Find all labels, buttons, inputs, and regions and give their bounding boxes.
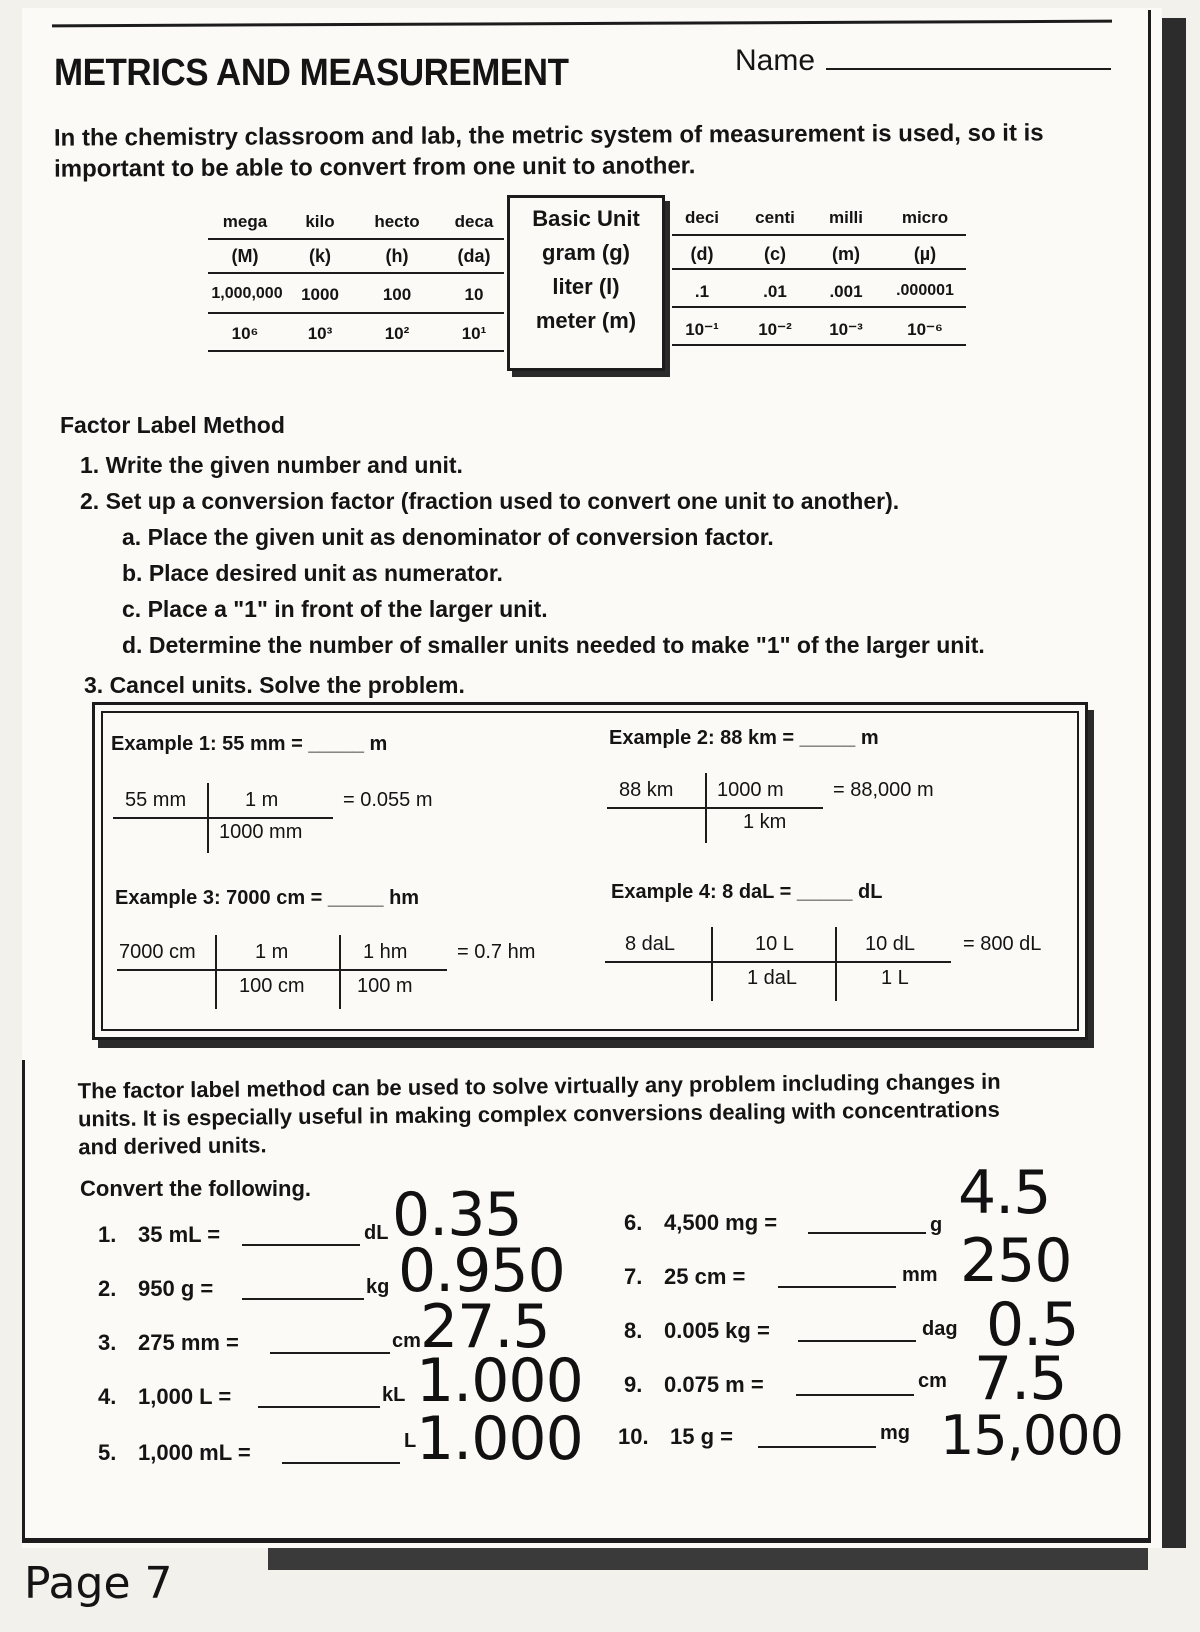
problem-number: 8. — [624, 1318, 643, 1343]
prefix-symbol: (c) — [764, 244, 786, 264]
ex3-denominator-1: 100 cm — [239, 975, 305, 997]
intro-line-2: important to be able to convert from one unit to another. — [54, 152, 696, 183]
prefix-value: 10 — [464, 285, 484, 304]
problem-question: 25 cm = — [664, 1264, 746, 1289]
prefix-symbol: (k) — [309, 246, 331, 266]
prefix-name: mega — [222, 212, 268, 231]
name-field-line[interactable] — [826, 68, 1111, 70]
prefix-power: 10² — [384, 324, 410, 343]
handwritten-answer: 0.950 — [398, 1236, 565, 1306]
problem-question: 4,500 mg = — [664, 1210, 778, 1235]
problem-question: 275 mm = — [138, 1330, 239, 1355]
prefix-name: deca — [454, 212, 494, 231]
ex4-fraction-bar — [605, 961, 951, 963]
basic-unit-gram: gram (g) — [542, 240, 630, 265]
paragraph-line-1: The factor label method can be used to solve virtually any problem including changes in — [77, 1068, 1001, 1104]
ex3-numerator-2: 1 hm — [363, 941, 408, 963]
worksheet-title: METRICS AND MEASUREMENT — [54, 52, 569, 94]
examples-box — [92, 702, 1088, 1040]
ex4-numerator-1: 10 L — [755, 933, 794, 955]
handwritten-answer: 15,000 — [940, 1404, 1123, 1467]
answer-blank[interactable] — [270, 1352, 390, 1354]
ex2-given: 88 km — [619, 779, 674, 801]
prefix-name: deci — [684, 208, 720, 227]
table-rule — [672, 268, 966, 270]
problem-question: 1,000 L = — [138, 1384, 232, 1409]
problem-question: 35 mL = — [138, 1222, 221, 1247]
answer-blank[interactable] — [796, 1394, 914, 1396]
prefix-power: 10⁻⁶ — [907, 320, 943, 339]
ex2-numerator: 1000 m — [717, 779, 784, 801]
prefix-symbol: (d) — [690, 244, 714, 264]
table-rule — [672, 306, 966, 308]
basic-unit-box — [507, 195, 665, 371]
ex2-denominator: 1 km — [743, 811, 787, 833]
handwritten-answer: 7.5 — [974, 1344, 1067, 1414]
problem-unit: kg — [366, 1276, 390, 1298]
table-rule — [208, 238, 504, 240]
problem-number: 2. — [98, 1276, 117, 1301]
ex2-divider — [705, 773, 707, 843]
handwritten-answer: 0.35 — [392, 1180, 522, 1250]
example-3-label: Example 3: 7000 cm = _____ hm — [115, 887, 420, 909]
intro-line-1: In the chemistry classroom and lab, the metric system of measurement is used, so it is — [53, 119, 1044, 152]
problem-unit: kL — [382, 1384, 406, 1406]
ex3-divider-2 — [339, 935, 341, 1009]
ex4-numerator-2: 10 dL — [865, 933, 916, 955]
prefix-name: micro — [901, 208, 949, 227]
problem-question: 1,000 mL = — [138, 1440, 251, 1465]
prefix-symbol: (da) — [457, 246, 491, 266]
step-2c: c. Place a "1" in front of the larger unit. — [122, 596, 548, 622]
problem-unit: cm — [918, 1370, 947, 1392]
problem-question: 950 g = — [138, 1276, 214, 1301]
answer-blank[interactable] — [282, 1462, 400, 1464]
prefix-power: 10³ — [307, 324, 333, 343]
ex3-divider-1 — [215, 935, 217, 1009]
handwritten-answer: 1.000 — [416, 1404, 583, 1474]
prefix-value: .000001 — [896, 282, 954, 299]
problem-number: 4. — [98, 1384, 117, 1409]
problem-number: 7. — [624, 1264, 643, 1289]
ex3-numerator-1: 1 m — [255, 941, 289, 963]
ex1-result: = 0.055 m — [343, 789, 433, 811]
problem-number: 1. — [98, 1222, 117, 1247]
prefix-power: 10⁻³ — [829, 320, 863, 339]
step-1: 1. Write the given number and unit. — [80, 452, 463, 478]
problem-question: 15 g = — [670, 1424, 733, 1449]
basic-unit-liter: liter (l) — [552, 274, 620, 299]
paragraph-line-3: and derived units. — [78, 1132, 267, 1160]
paragraph-line-2: units. It is especially useful in making complex conversions dealing with concentrations — [77, 1096, 1000, 1132]
ex4-denominator-1: 1 daL — [747, 967, 798, 989]
table-rule — [208, 312, 504, 314]
ex3-given: 7000 cm — [119, 941, 196, 963]
name-label: Name — [735, 44, 816, 77]
convert-heading: Convert the following. — [80, 1176, 311, 1201]
prefix-value: .1 — [694, 282, 710, 301]
prefix-value: 1000 — [301, 285, 339, 304]
handwritten-answer: 0.5 — [986, 1290, 1079, 1360]
prefix-power: 10⁻¹ — [685, 320, 719, 339]
table-rule — [672, 234, 966, 236]
prefix-symbol: (µ) — [913, 244, 937, 264]
problem-question: 0.075 m = — [664, 1372, 764, 1397]
prefix-power: 10¹ — [461, 324, 487, 343]
basic-unit-meter: meter (m) — [535, 308, 637, 333]
step-2: 2. Set up a conversion factor (fraction used to convert one unit to another). — [80, 488, 900, 514]
basic-unit-heading: Basic Unit — [532, 206, 640, 231]
prefix-symbol: (h) — [385, 246, 409, 266]
ex4-given: 8 daL — [625, 933, 676, 955]
problem-unit: g — [930, 1214, 943, 1236]
prefix-name: hecto — [374, 212, 420, 231]
table-rule — [208, 350, 504, 352]
step-2b: b. Place desired unit as numerator. — [122, 560, 503, 586]
example-1-label: Example 1: 55 mm = _____ m — [111, 733, 388, 755]
prefix-symbol: (M) — [231, 246, 259, 266]
ex3-denominator-2: 100 m — [357, 975, 413, 997]
table-rule — [672, 344, 966, 346]
ex4-denominator-2: 1 L — [881, 967, 909, 989]
page-number: Page 7 — [24, 1558, 173, 1609]
ex1-denominator: 1000 mm — [219, 821, 303, 843]
handwritten-answer: 250 — [960, 1226, 1072, 1296]
problem-number: 9. — [624, 1372, 643, 1397]
prefix-value: 1,000,000 — [211, 285, 283, 302]
ex3-result: = 0.7 hm — [457, 941, 536, 963]
prefix-value: .01 — [763, 282, 787, 301]
handwritten-answer: 4.5 — [958, 1158, 1051, 1228]
answer-blank[interactable] — [758, 1446, 876, 1448]
handwritten-answer: 27.5 — [420, 1292, 550, 1362]
problem-unit: mg — [880, 1422, 910, 1444]
table-rule — [208, 272, 504, 274]
problem-unit: cm — [392, 1330, 421, 1352]
answer-blank[interactable] — [778, 1286, 896, 1288]
problem-number: 5. — [98, 1440, 117, 1465]
example-2-label: Example 2: 88 km = _____ m — [609, 727, 879, 749]
frame-left-edge — [22, 1060, 25, 1542]
step-2d: d. Determine the number of smaller units needed to make "1" of the larger unit. — [122, 632, 985, 658]
ex2-fraction-bar — [607, 807, 823, 809]
prefix-value: .001 — [829, 282, 863, 301]
prefix-power: 10⁶ — [231, 324, 259, 343]
handwritten-answer: 1.000 — [416, 1346, 583, 1416]
problem-unit: mm — [902, 1264, 938, 1286]
ex4-divider-1 — [711, 927, 713, 1001]
answer-blank[interactable] — [242, 1298, 364, 1300]
prefix-power: 10⁻² — [758, 320, 792, 339]
prefix-name: milli — [828, 208, 863, 227]
frame-bottom-edge — [22, 1538, 1150, 1541]
ex2-result: = 88,000 m — [833, 779, 934, 801]
example-4-label: Example 4: 8 daL = _____ dL — [611, 881, 883, 903]
ex4-divider-2 — [835, 927, 837, 1001]
ex1-given: 55 mm — [125, 789, 187, 811]
answer-blank[interactable] — [808, 1232, 926, 1234]
problem-number: 6. — [624, 1210, 643, 1235]
step-3: 3. Cancel units. Solve the problem. — [84, 672, 465, 698]
problem-unit: L — [404, 1430, 417, 1452]
ex1-numerator: 1 m — [245, 789, 279, 811]
prefix-name: centi — [755, 208, 795, 227]
prefix-value: 100 — [382, 285, 412, 304]
problem-unit: dL — [364, 1222, 389, 1244]
answer-blank[interactable] — [798, 1340, 916, 1342]
problem-unit: dag — [922, 1318, 958, 1340]
problem-number: 10. — [618, 1424, 649, 1449]
step-2a: a. Place the given unit as denominator of conversion factor. — [122, 524, 774, 550]
factor-label-heading: Factor Label Method — [60, 412, 285, 438]
intro-text — [54, 117, 1054, 184]
prefix-symbol: (m) — [832, 244, 860, 264]
answer-blank[interactable] — [242, 1244, 360, 1246]
prefix-name: kilo — [305, 212, 335, 231]
ex4-result: = 800 dL — [963, 933, 1042, 955]
ex3-fraction-bar — [117, 969, 447, 971]
problem-question: 0.005 kg = — [664, 1318, 770, 1343]
ex1-fraction-bar — [113, 817, 333, 819]
factor-label-paragraph — [78, 1067, 1099, 1162]
problem-number: 3. — [98, 1330, 117, 1355]
answer-blank[interactable] — [258, 1406, 380, 1408]
ex1-divider — [207, 783, 209, 853]
